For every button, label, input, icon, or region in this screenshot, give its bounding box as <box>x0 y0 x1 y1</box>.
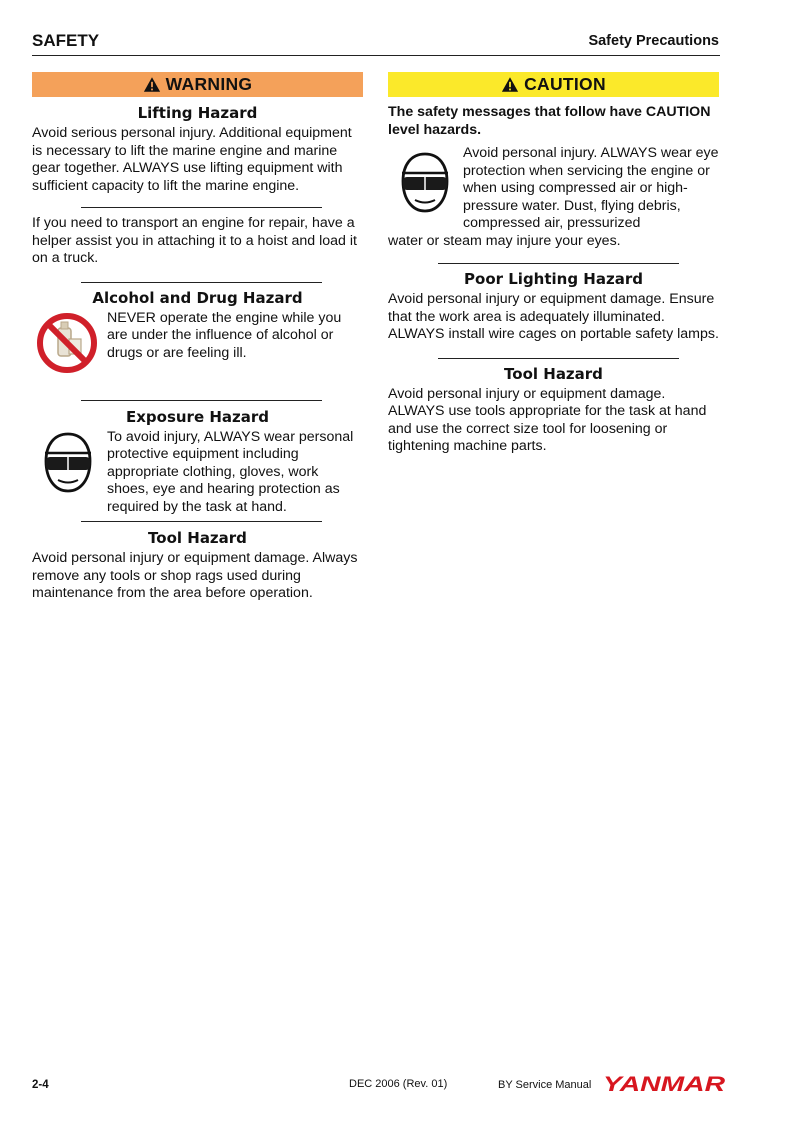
header-divider <box>32 55 720 56</box>
eye-protection-text-tail: water or steam may injure your eyes. <box>388 232 621 249</box>
revision-date: DEC 2006 (Rev. 01) <box>349 1078 448 1090</box>
divider <box>81 400 322 401</box>
caution-triangle-icon <box>501 76 519 93</box>
warning-triangle-icon <box>143 76 161 93</box>
warning-banner-label: WARNING <box>165 74 253 94</box>
exposure-hazard-text: To avoid injury, ALWAYS wear personal protective equipment including appropriate clothing, gloves, work shoes, eye and hearing protection as required by the task at hand. <box>107 428 354 515</box>
goggles-face-icon <box>42 431 94 495</box>
poor-lighting-text: Avoid personal injury or equipment damage. Ensure that the work area is adequately illuminated. ALWAYS install wire cages on portable safety lamps. <box>388 291 719 342</box>
goggles-face-icon <box>399 151 451 215</box>
alcohol-hazard-heading: Alcohol and Drug Hazard <box>92 288 303 307</box>
divider <box>81 521 322 522</box>
left-column <box>32 72 363 603</box>
section-title: Safety Precautions <box>588 33 719 49</box>
yanmar-logo <box>603 1072 727 1094</box>
divider <box>81 207 322 208</box>
svg-text:YANMAR: YANMAR <box>603 1073 727 1094</box>
caution-banner-label: CAUTION <box>524 74 606 94</box>
no-alcohol-icon <box>36 312 98 374</box>
exposure-hazard-block <box>32 429 363 517</box>
tool-hazard-text-right: Avoid personal injury or equipment damage. ALWAYS use tools appropriate for the task at hand and use the correct size tool for loosening or tightening machine parts. <box>388 385 707 454</box>
divider <box>438 358 679 359</box>
alcohol-hazard-block <box>32 310 363 374</box>
caution-banner <box>388 72 719 97</box>
page-number: 2-4 <box>32 1079 49 1091</box>
lifting-hazard-text: Avoid serious personal injury. Additional equipment is necessary to lift the marine engine and marine gear together. ALWAYS use lifting equipment with sufficient capacity to lift the marine engine. <box>32 125 352 194</box>
tool-hazard-text: Avoid personal injury or equipment damage. Always remove any tools or shop rags used during maintenance from the area before operation. <box>32 550 358 601</box>
tool-hazard-heading-right: Tool Hazard <box>504 364 603 383</box>
lifting-hazard-heading: Lifting Hazard <box>137 104 258 122</box>
divider <box>438 263 679 264</box>
poor-lighting-heading: Poor Lighting Hazard <box>464 270 643 288</box>
eye-protection-block <box>388 145 719 233</box>
transport-text: If you need to transport an engine for repair, have a helper assist you in attaching it to a hoist and load it on a truck. <box>32 215 357 266</box>
alcohol-hazard-text: NEVER operate the engine while you are under the influence of alcohol or drugs or are feeling ill. <box>107 309 342 361</box>
divider <box>81 282 322 283</box>
eye-protection-text: Avoid personal injury. ALWAYS wear eye protection when servicing the engine or when using compressed air or high-pressure water. Dust, flying debris, compressed air, pressurized <box>463 145 719 231</box>
right-column <box>388 72 719 456</box>
manual-name: BY Service Manual <box>498 1079 592 1091</box>
warning-banner <box>32 72 363 97</box>
caution-intro: The safety messages that follow have CAUTION level hazards. <box>388 104 711 138</box>
exposure-hazard-heading: Exposure Hazard <box>125 407 270 426</box>
page-title: SAFETY <box>32 31 100 50</box>
tool-hazard-heading: Tool Hazard <box>148 529 247 547</box>
